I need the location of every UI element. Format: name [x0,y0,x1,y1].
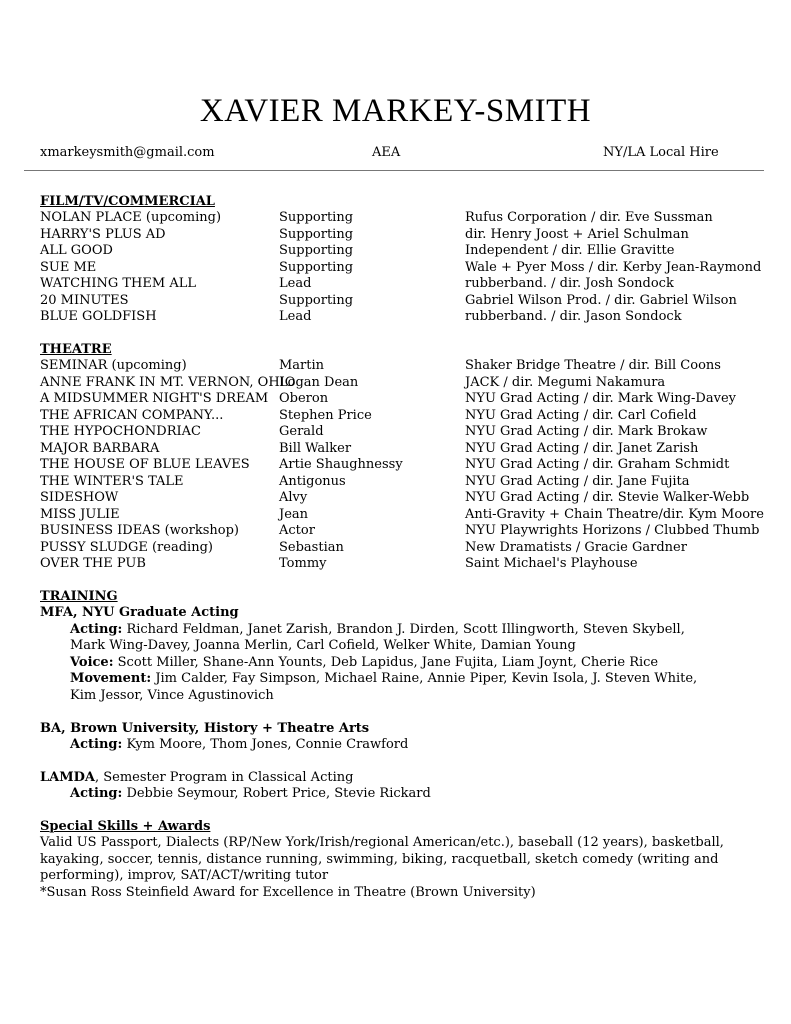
theatre-credit-role: Actor [279,523,315,538]
theatre-credit-company: Shaker Bridge Theatre / dir. Bill Coons [465,358,721,373]
film-credit-role: Supporting [279,210,354,225]
film-credit-company: Gabriel Wilson Prod. / dir. Gabriel Wilson [465,292,737,308]
lamda-title: LAMDA, Semester Program in Classical Acting [40,770,354,785]
ba-title: BA, Brown University, History + Theatre Arts [40,721,370,736]
film-credit-role: Lead [279,309,312,324]
theatre-credit-role: Bill Walker [279,440,352,456]
film-credit-role: Supporting [279,259,354,275]
theatre-credit-company: NYU Grad Acting / dir. Graham Schmidt [465,457,730,472]
theatre-credit-company: New Dramatists / Gracie Gardner [465,539,687,555]
theatre-credit-title: THE HYPOCHONDRIAC [40,424,201,439]
theatre-credit-role: Stephen Price [279,407,372,423]
contact-email: xmarkeysmith@gmail.com [40,145,215,160]
film-credit-company: rubberband. / dir. Jason Sondock [465,309,682,324]
theatre-credit-title: THE WINTER'S TALE [40,473,184,489]
skills-line-2: kayaking, soccer, tennis, distance running, swimming, biking, racquetball, sketch comedy (writing and [40,852,719,867]
theatre-credit-title: THE HOUSE OF BLUE LEAVES [40,457,250,472]
theatre-credit-role: Tommy [279,556,327,571]
ba-acting: Acting: Kym Moore, Thom Jones, Connie Crawford [70,737,409,752]
theatre-credit-title: MISS JULIE [40,506,120,522]
theatre-credit-title: PUSSY SLUDGE (reading) [40,539,213,555]
contact-location: NY/LA Local Hire [603,145,719,160]
film-credit-title: HARRY'S PLUS AD [40,226,166,242]
theatre-credit-company: Anti-Gravity + Chain Theatre/dir. Kym Moore [465,506,764,522]
award-line: *Susan Ross Steinfield Award for Excellence in Theatre (Brown University) [40,885,536,900]
theatre-credit-company: NYU Playwrights Horizons / Clubbed Thumb [465,523,760,538]
film-credit-role: Supporting [279,243,354,258]
theatre-credit-title: SIDESHOW [40,490,119,505]
theatre-credit-role: Oberon [279,391,329,406]
theatre-credit-company: JACK / dir. Megumi Nakamura [465,374,666,390]
theatre-credit-title: A MIDSUMMER NIGHT'S DREAM [40,391,269,406]
theatre-credit-company: NYU Grad Acting / dir. Stevie Walker-Webb [465,490,750,505]
theatre-credit-role: Jean [279,506,309,522]
lamda-acting: Acting: Debbie Seymour, Robert Price, Stevie Rickard [70,786,431,801]
theatre-credit-company: NYU Grad Acting / dir. Carl Cofield [465,407,697,423]
theatre-credit-role: Logan Dean [279,374,359,390]
theatre-credit-title: THE AFRICAN COMPANY... [40,407,224,423]
film-credit-company: Rufus Corporation / dir. Eve Sussman [465,210,713,225]
film-credit-role: Supporting [279,226,354,242]
mfa-movement: Movement: Jim Calder, Fay Simpson, Michael Raine, Annie Piper, Kevin Isola, J. Steven White, [70,671,698,686]
film-credit-company: rubberband. / dir. Josh Sondock [465,276,674,291]
film-credit-title: SUE ME [40,259,97,275]
contact-union: AEA [372,145,401,160]
film-credit-role: Lead [279,276,312,291]
theatre-credit-role: Artie Shaughnessy [279,457,403,472]
theatre-credit-company: NYU Grad Acting / dir. Jane Fujita [465,473,690,489]
skills-line-3: performing), improv, SAT/ACT/writing tutor [40,868,329,883]
theatre-credit-company: NYU Grad Acting / dir. Mark Wing-Davey [465,391,736,406]
skills-heading: Special Skills + Awards [40,819,211,834]
mfa-acting-cont: Mark Wing-Davey, Joanna Merlin, Carl Cofield, Welker White, Damian Young [70,638,576,653]
theatre-credit-title: SEMINAR (upcoming) [40,358,187,373]
resume-name: XAVIER MARKEY-SMITH [199,93,592,129]
theatre-credit-role: Gerald [279,424,324,439]
theatre-credit-title: MAJOR BARBARA [40,440,160,456]
header-divider [24,170,764,171]
theatre-credit-role: Antigonus [279,473,346,489]
training-heading: TRAINING [40,589,118,604]
film-credit-title: 20 MINUTES [40,292,129,308]
mfa-voice: Voice: Scott Miller, Shane-Ann Younts, Deb Lapidus, Jane Fujita, Liam Joynt, Cherie Rice [70,655,659,670]
theatre-credit-role: Alvy [279,490,308,505]
film-credit-company: Independent / dir. Ellie Gravitte [465,243,675,258]
mfa-movement-cont: Kim Jessor, Vince Agustinovich [70,688,274,703]
theatre-credit-company: Saint Michael's Playhouse [465,556,638,571]
skills-line-1: Valid US Passport, Dialects (RP/New York/Irish/regional American/etc.), baseball (12 years), basketball, [40,835,724,850]
theatre-credit-role: Martin [279,358,325,373]
film-credit-company: dir. Henry Joost + Ariel Schulman [465,226,689,242]
film-heading: FILM/TV/COMMERCIAL [40,194,215,209]
film-credit-title: ALL GOOD [40,243,113,258]
film-credit-company: Wale + Pyer Moss / dir. Kerby Jean-Raymond [465,259,762,275]
film-credit-role: Supporting [279,292,354,308]
theatre-credit-title: BUSINESS IDEAS (workshop) [40,523,239,538]
mfa-acting: Acting: Richard Feldman, Janet Zarish, Brandon J. Dirden, Scott Illingworth, Steven Skybell, [70,622,685,637]
film-credit-title: BLUE GOLDFISH [40,309,157,324]
theatre-credit-role: Sebastian [279,539,344,555]
theatre-credit-company: NYU Grad Acting / dir. Mark Brokaw [465,424,708,439]
film-credit-title: WATCHING THEM ALL [40,276,196,291]
theatre-credit-title: ANNE FRANK IN MT. VERNON, OHIO [40,374,296,390]
mfa-title: MFA, NYU Graduate Acting [40,605,239,620]
film-credit-title: NOLAN PLACE (upcoming) [40,210,222,225]
theatre-heading: THEATRE [40,342,112,357]
theatre-credit-title: OVER THE PUB [40,556,146,571]
theatre-credit-company: NYU Grad Acting / dir. Janet Zarish [465,440,699,456]
